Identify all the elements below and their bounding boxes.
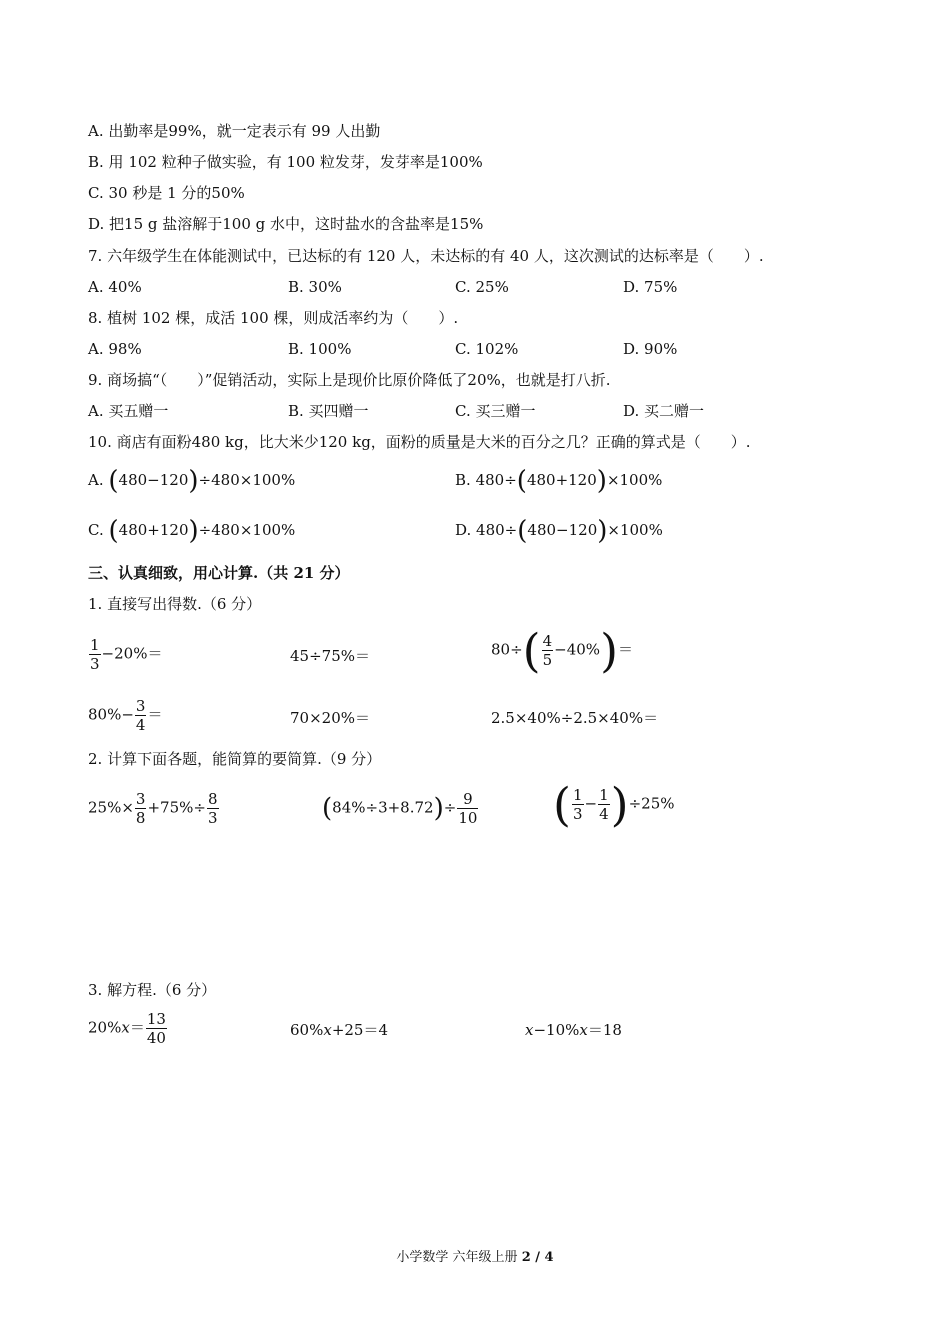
expression-head: 480÷ (476, 521, 518, 539)
option-label: B. (455, 471, 471, 489)
q10-stem: 10. 商店有面粉480 kg，比大米少120 kg，面粉的质量是大米的百分之几？正确的算式是（ ）. (88, 433, 751, 451)
calc-2-3: ( $\frac{1}{3}$ − $\frac{1}{4}$ )÷25% (553, 777, 675, 832)
part2-title: 2. 计算下面各题，能简算的要简算.（9 分） (88, 750, 382, 768)
option-label: D. (455, 521, 472, 539)
q8-option-b: B. 100% (288, 340, 352, 358)
expression-middle: ÷ (443, 798, 457, 817)
q10-option-a: A. (480−120)÷480×100% (88, 466, 296, 496)
expression-tail: ÷480×100% (198, 471, 296, 489)
option-label: A. (88, 471, 104, 489)
expression-tail: ×100% (606, 471, 663, 489)
equation-1 (88, 1010, 168, 1050)
q10-option-c: C. (480+120)÷480×100% (88, 516, 296, 546)
expression-tail: ×100% (607, 521, 663, 539)
expression-head: 80÷ (491, 640, 523, 659)
calc-1-4 (88, 697, 162, 737)
fraction: $\frac{1}{4}$ (599, 786, 609, 823)
equation-tail: +25＝4 (331, 1021, 389, 1039)
equation-head: 20% (88, 1018, 122, 1037)
q8-option-d: D. 90% (623, 340, 678, 358)
fraction: $\frac{3}{4}$ (135, 697, 146, 734)
q6-option-a: A. 出勤率是99%，就一定表示有 99 人出勤 (88, 122, 381, 140)
q7-option-c: C. 25% (455, 278, 509, 296)
q6-option-d: D. 把15 g 盐溶解于100 g 水中，这时盐水的含盐率是15% (88, 215, 484, 233)
fraction: $\frac{13}{40}$ (146, 1010, 166, 1047)
paren-expression: 480+120 (526, 471, 597, 489)
equation-3 (525, 1020, 622, 1040)
q9-option-a: A. 买五赠一 (88, 402, 169, 420)
q8-stem: 8. 植树 102 棵，成活 100 棵，则成活率约为（ ）. (88, 309, 459, 327)
fraction: $\frac{4}{5}$ (542, 632, 553, 669)
calc-1-2: 45÷75%＝ (290, 647, 370, 665)
option-label: C. (88, 521, 104, 539)
calc-2-1 (88, 790, 220, 830)
expression-head: 480÷ (475, 471, 517, 489)
paren-expression: 480+120 (118, 521, 189, 539)
equals-sign: ＝ (129, 1018, 145, 1037)
expression-tail: ＝ (618, 640, 634, 659)
variable-x: x (525, 1021, 534, 1039)
section3-title: 三、认真细致，用心计算.（共 21 分） (88, 564, 350, 582)
q7-stem: 7. 六年级学生在体能测试中，已达标的有 120 人，未达标的有 40 人，这次测试的达标率是（ ）. (88, 247, 764, 265)
q7-option-d: D. 75% (623, 278, 678, 296)
expression-tail: ＝ (147, 705, 163, 724)
q7-option-a: A. 40% (88, 278, 142, 296)
equation-head: 60% (290, 1021, 324, 1039)
q6-option-b: B. 用 102 粒种子做实验，有 100 粒发芽，发芽率是100% (88, 153, 483, 171)
equation-tail: ＝18 (587, 1021, 622, 1039)
fraction: $\frac{3}{8}$ (135, 790, 146, 827)
calc-1-1 (88, 636, 162, 676)
expression-tail: −20%＝ (101, 644, 163, 663)
variable-x: x (579, 1021, 588, 1039)
expression-tail: ÷25% (628, 794, 675, 813)
paren-expression: 84%÷3+8.72 (332, 798, 434, 817)
expression-head: 80%− (88, 705, 134, 724)
q9-option-d: D. 买二赠一 (623, 402, 705, 420)
variable-x: x (323, 1021, 332, 1039)
equation-middle: −10% (533, 1021, 580, 1039)
part3-title: 3. 解方程.（6 分） (88, 981, 217, 999)
q9-option-b: B. 买四赠一 (288, 402, 369, 420)
q8-option-c: C. 102% (455, 340, 519, 358)
calc-1-6: 2.5×40%÷2.5×40%＝ (491, 709, 659, 727)
footer-text: 小学数学 六年级上册 (396, 1250, 518, 1265)
fraction: $\frac{1}{3}$ (90, 636, 100, 673)
q9-stem: 9. 商场搞“（ ）”促销活动，实际上是现价比原价降低了20%，也就是打八折. (88, 371, 611, 389)
part1-title: 1. 直接写出得数.（6 分） (88, 595, 262, 613)
expression-middle: +75%÷ (147, 798, 206, 817)
calc-1-5: 70×20%＝ (290, 709, 370, 727)
fraction: $\frac{8}{3}$ (207, 790, 218, 827)
paren-expression: 480−120 (527, 521, 598, 539)
fraction: $\frac{1}{3}$ (572, 786, 583, 823)
fraction: $\frac{9}{10}$ (458, 790, 478, 827)
expression-operator: − (584, 794, 598, 813)
q6-option-c: C. 30 秒是 1 分的50% (88, 184, 245, 202)
q9-option-c: C. 买三赠一 (455, 402, 536, 420)
equation-2 (290, 1020, 388, 1040)
q10-option-d: D. 480÷(480−120)×100% (455, 516, 663, 546)
calc-1-3: 80÷( $\frac{4}{5}$ −40%)＝ (491, 623, 634, 678)
q10-option-b: B. 480÷(480+120)×100% (455, 466, 663, 496)
q8-option-a: A. 98% (88, 340, 142, 358)
page-footer (0, 1246, 950, 1265)
expression-tail: ÷480×100% (198, 521, 296, 539)
page-number: 2 / 4 (521, 1250, 554, 1265)
paren-expression: 480−120 (118, 471, 189, 489)
q7-option-b: B. 30% (288, 278, 342, 296)
expression-head: 25%× (88, 798, 134, 817)
variable-x: x (121, 1018, 130, 1037)
expression-middle: −40% (554, 640, 601, 659)
calc-2-2: (84%÷3+8.72)÷ $\frac{9}{10}$ (322, 790, 478, 827)
